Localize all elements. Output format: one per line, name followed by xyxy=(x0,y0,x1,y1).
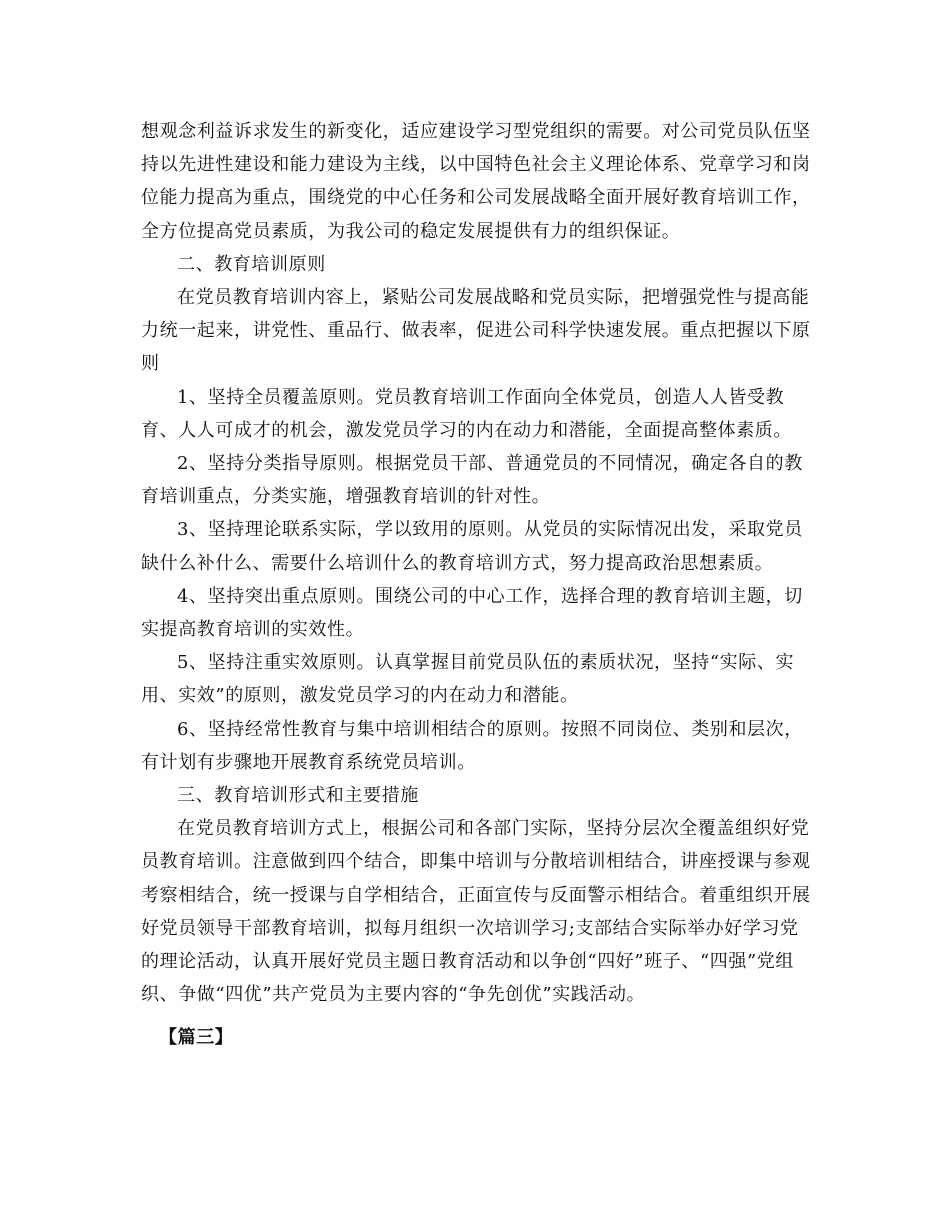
section-heading-principles: 二、教育培训原则 xyxy=(177,253,326,275)
chapter-heading: 【篇三】 xyxy=(159,1027,234,1049)
paragraph-principle-5: 5、坚持注重实效原则。认真掌握目前党员队伍的素质状况，坚持“实际、实用、实效”的原则，激发党员学习的内在动力和潜能。 xyxy=(141,652,795,707)
paragraph-principles-intro: 在党员教育培训内容上，紧贴公司发展战略和党员实际，把增强党性与提高能力统一起来，讲党性、重品行、做表率，促进公司科学快速发展。重点把握以下原则 xyxy=(141,287,811,375)
paragraph-principle-6: 6、坚持经常性教育与集中培训相结合的原则。按照不同岗位、类别和层次，有计划有步骤地开展教育系统党员培训。 xyxy=(141,718,803,773)
paragraph-principle-2: 2、坚持分类指导原则。根据党员干部、普通党员的不同情况，确定各自的教育培训重点，分类实施，增强教育培训的针对性。 xyxy=(141,453,803,508)
paragraph-continuation: 想观念利益诉求发生的新变化，适应建设学习型党组织的需要。对公司党员队伍坚持以先进性建设和能力建设为主线，以中国特色社会主义理论体系、党章学习和岗位能力提高为重点，围绕党的中心任务和公司发展战略全面开展好教育培训工作，全方位提高党员素质，为我公司的稳定发展提供有力的组织保证。 xyxy=(141,121,811,242)
paragraph-principle-4: 4、坚持突出重点原则。围绕公司的中心工作，选择合理的教育培训主题，切实提高教育培训的实效性。 xyxy=(141,585,803,641)
paragraph-principle-3: 3、坚持理论联系实际，学以致用的原则。从党员的实际情况出发，采取党员缺什么补什么、需要什么培训什么的教育培训方式，努力提高政治思想素质。 xyxy=(141,519,803,574)
paragraph-principle-1: 1、坚持全员覆盖原则。党员教育培训工作面向全体党员，创造人人皆受教育、人人可成才的机会，激发党员学习的内在动力和潜能，全面提高整体素质。 xyxy=(141,386,792,441)
paragraph-methods: 在党员教育培训方式上，根据公司和各部门实际，坚持分层次全覆盖组织好党员教育培训。注意做到四个结合，即集中培训与分散培训相结合，讲座授课与参观考察相结合，统一授课与自学相结合，正面宣传与反面警示相结合。着重组织开展好党员领导干部教育培训，拟每月组织一次培训学习;支部结合实际举办好学习党的理论活动，认真开展好党员主题日教育活动和以争创“四好”班子、“四强”党组织、争做“四优”共产党员为主要内容的“争先创优”实践活动。 xyxy=(141,818,811,1006)
document-page xyxy=(141,115,816,1055)
section-heading-methods: 三、教育培训形式和主要措施 xyxy=(177,785,419,807)
